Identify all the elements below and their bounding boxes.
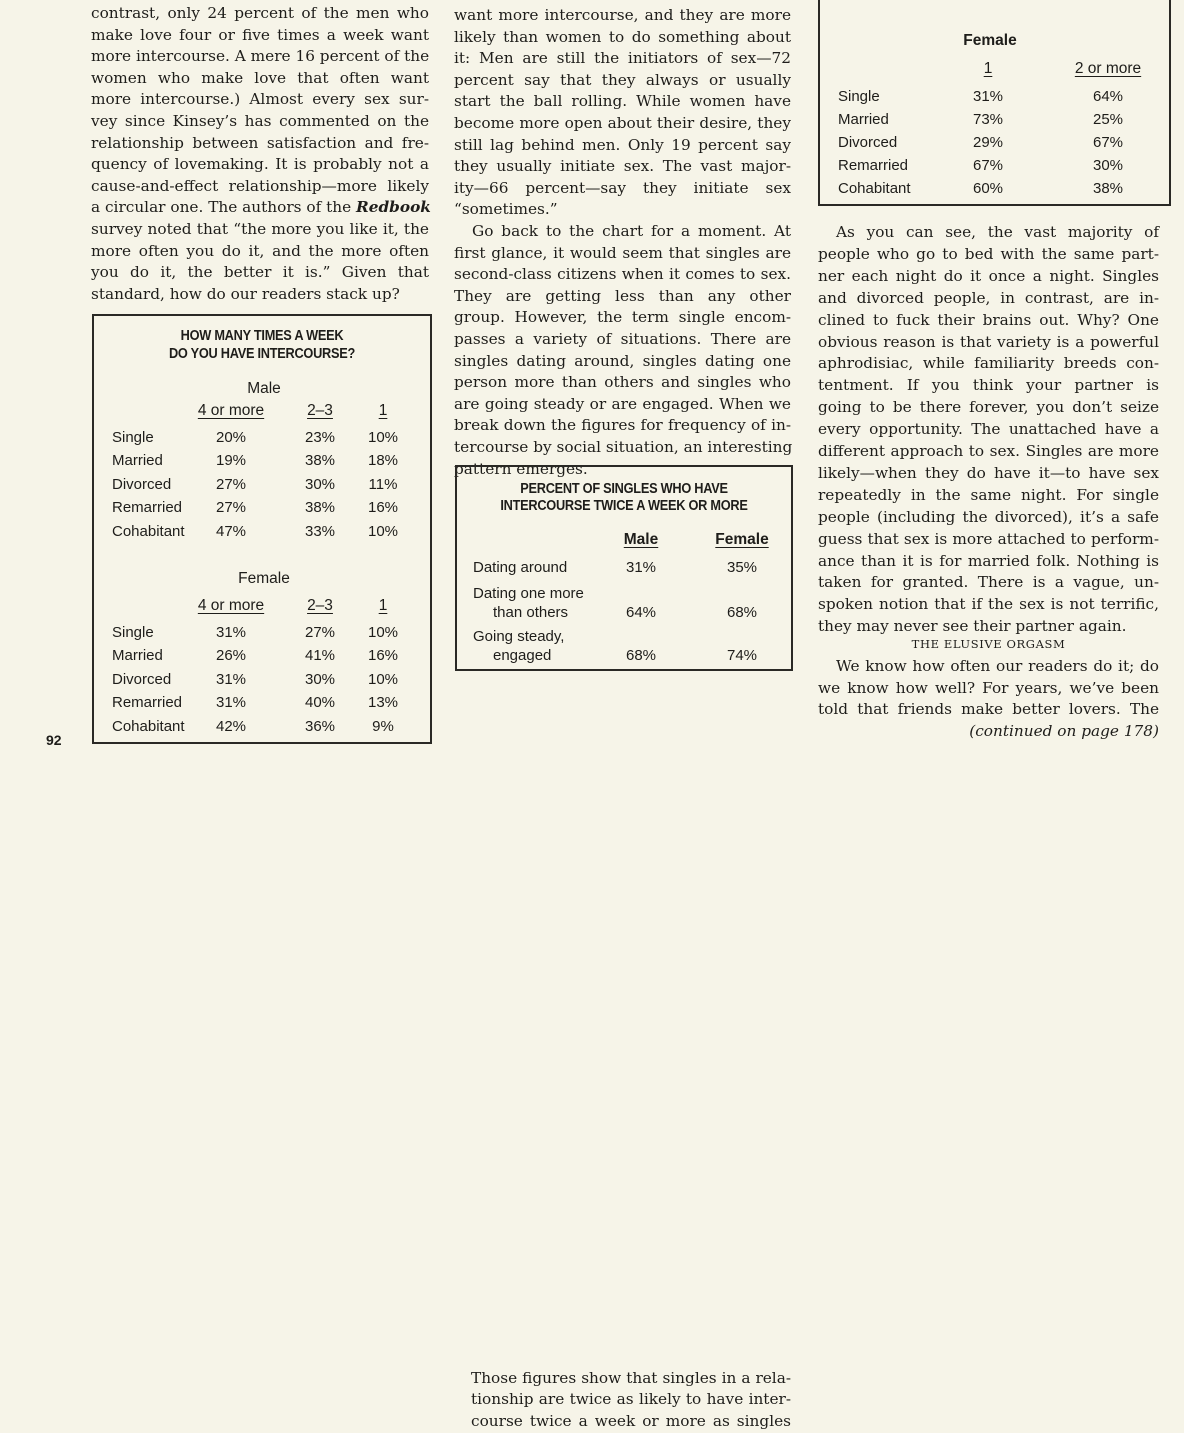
table-cell: 19% <box>215 452 247 470</box>
table-cell: 27% <box>304 624 336 641</box>
table-cell: 36% <box>304 717 336 735</box>
column-header: Female <box>715 531 769 548</box>
text-line: more often you do it, and the more often <box>91 241 429 260</box>
table-cell: 41% <box>304 647 336 665</box>
table-cell: 13% <box>367 694 399 712</box>
table-cell: 10% <box>367 670 399 688</box>
text-line: percent say that they always or usually <box>454 70 791 89</box>
page-number: 92 <box>46 732 62 748</box>
text-line: it: Men are still the initiators of sex—72 <box>454 49 791 68</box>
text-line: Those figures show that singles in a rela- <box>471 1369 791 1387</box>
table-cell: 35% <box>726 559 758 576</box>
table-cell: 16% <box>367 647 399 665</box>
text-line: and divorced people, in contrast, are in- <box>818 288 1159 307</box>
text-line: tionship are twice as likely to have inter- <box>471 1390 791 1409</box>
table2-title-line2: INTERCOURSE TWICE A WEEK OR MORE <box>500 498 748 514</box>
column-header: Male <box>623 531 659 548</box>
table-cell: 20% <box>215 429 247 446</box>
table-cell: 33% <box>304 522 336 540</box>
text-line: more intercourse. A mere 16 percent of the <box>91 47 430 66</box>
text-line: cause-and-effect relationship—more likely <box>91 176 429 195</box>
column-header: 4 or more <box>197 402 265 419</box>
row-label: Cohabitant <box>112 717 185 735</box>
text-line: likely than women to do something about <box>454 27 791 46</box>
text-line: make love four or five times a week want <box>91 25 429 44</box>
table-cell: 67% <box>1092 134 1124 151</box>
table-cell: 31% <box>972 88 1004 105</box>
text-line: singles dating around, singles dating one <box>454 351 791 370</box>
table-cell: 31% <box>215 670 247 688</box>
text-line: different approach to sex. Singles are more <box>818 442 1159 460</box>
text-line: clined to fuck their brains out. Why? One <box>818 310 1159 329</box>
table-cell: 38% <box>304 452 336 470</box>
text-line: they may never see their partner again. <box>818 617 1127 636</box>
row-label: Divorced <box>112 670 172 688</box>
table2-title-line1: PERCENT OF SINGLES WHO HAVE <box>520 481 728 497</box>
text-line: guess that sex is more attached to perform- <box>818 529 1159 548</box>
row-label-cont: engaged <box>493 647 552 664</box>
text-line: We know how often our readers do it; do <box>836 657 1159 675</box>
italic-title: Redbook <box>356 198 431 217</box>
text-line: are going steady or are engaged. When we <box>454 394 791 413</box>
text-line: still lag behind men. Only 19 percent say <box>454 135 791 154</box>
table-cell: 74% <box>726 647 758 664</box>
continued-note: (continued on page 178) <box>969 722 1159 740</box>
text-line: we know how well? For years, we’ve been <box>818 678 1159 697</box>
table-cell: 31% <box>625 559 657 576</box>
row-label-cont: than others <box>493 604 569 621</box>
text-line: quency of lovemaking. It is probably not a <box>91 155 429 174</box>
table-cell: 16% <box>367 499 399 517</box>
text-line: repeatedly in the same night. For single <box>818 485 1159 504</box>
row-label: Single <box>112 624 154 641</box>
table-cell: 25% <box>1092 111 1124 128</box>
text-line: break down the figures for frequency of in- <box>454 416 791 435</box>
row-label: Divorced <box>112 475 172 493</box>
text-line: want more intercourse, and they are more <box>454 6 791 24</box>
text-line: They are getting less than any other <box>454 286 791 305</box>
table-cell: 27% <box>215 475 247 493</box>
table-cell: 42% <box>215 717 247 735</box>
table-cell: 31% <box>215 694 247 712</box>
table-cell: 64% <box>1092 88 1124 105</box>
text-line: standard, how do our readers stack up? <box>91 284 400 303</box>
table1-title-line2: DO YOU HAVE INTERCOURSE? <box>168 346 356 362</box>
text-line: person more than others and singles who <box>454 373 791 392</box>
table-cell: 68% <box>726 604 758 621</box>
row-label: Going steady, <box>473 628 565 645</box>
table-cell: 31% <box>215 624 247 641</box>
table-cell: 10% <box>367 522 399 540</box>
text-line: people who go to bed with the same part- <box>818 244 1159 263</box>
row-label: Dating one more <box>473 585 584 602</box>
text-line: contrast, only 24 percent of the men who <box>91 4 429 22</box>
row-label: Divorced <box>838 134 898 151</box>
table-cell: 29% <box>972 134 1004 151</box>
text-line: a circular one. The authors of the Redbook <box>91 198 431 217</box>
table-cell: 60% <box>972 180 1004 197</box>
text-line: first glance, it would seem that singles are <box>454 243 791 262</box>
row-label: Single <box>112 429 154 446</box>
table-cell: 30% <box>304 475 336 493</box>
row-label: Dating around <box>473 559 568 576</box>
text-line: obvious reason is that variety is a powerful <box>818 332 1159 351</box>
table-singles-twice-a-week <box>455 465 793 671</box>
text-line: survey noted that “the more you like it, the <box>91 220 429 238</box>
table-cell: 73% <box>972 111 1004 128</box>
table-cell: 67% <box>972 157 1004 174</box>
table-times-per-night <box>818 0 1171 206</box>
table-cell: 64% <box>625 604 657 621</box>
text-line: As you can see, the vast majority of <box>836 223 1159 241</box>
text-line: more intercourse.) Almost every sex sur- <box>91 90 429 109</box>
text-line: Go back to the chart for a moment. At <box>472 222 791 240</box>
row-label: Married <box>112 647 163 665</box>
text-line: group. However, the term single encom- <box>454 308 791 327</box>
table1-male-label: Male <box>247 380 281 397</box>
row-label: Married <box>112 452 163 470</box>
table-cell: 18% <box>367 452 399 470</box>
text-line: passes a variety of situations. There are <box>454 330 791 348</box>
text-line: they usually initiate sex. The vast major- <box>454 157 791 176</box>
column-header: 1 <box>378 597 388 614</box>
table-cell: 40% <box>304 694 336 712</box>
text-line: tentment. If you think your partner is <box>818 376 1159 395</box>
row-label: Married <box>838 111 889 128</box>
text-line: you do it, the better it is.” Given that <box>91 263 429 282</box>
text-line: every opportunity. The unattached have a <box>818 420 1159 439</box>
column-header: 1 <box>378 402 388 419</box>
text-line: people (including the divorced), it’s a safe <box>818 507 1159 526</box>
table-cell: 11% <box>368 475 398 493</box>
column-header: 4 or more <box>197 597 265 614</box>
table-cell: 68% <box>625 647 657 664</box>
text-line: “sometimes.” <box>454 200 558 219</box>
table-cell: 38% <box>1092 180 1124 197</box>
text-line: ance than it is for married folk. Nothing is <box>818 551 1159 570</box>
table-cell: 23% <box>304 429 336 446</box>
text-line: course twice a week or more as singles <box>471 1411 791 1430</box>
column-header: 2–3 <box>307 597 333 614</box>
row-label: Cohabitant <box>838 180 911 197</box>
table-cell: 9% <box>372 717 394 735</box>
text-line: second-class citizens when it comes to sex. <box>454 265 791 284</box>
text-line: told that friends make better lovers. The <box>818 700 1159 719</box>
column-header: 2–3 <box>307 402 333 419</box>
text-line: going to be there forever, you don’t seize <box>818 398 1159 417</box>
row-label: Single <box>838 88 880 105</box>
text-line: tercourse by social situation, an interesting <box>454 438 793 456</box>
text-line: start the ball rolling. While women have <box>454 92 791 111</box>
column-header: 1 <box>983 60 993 77</box>
row-label: Remarried <box>838 157 909 174</box>
text-line: become more open about their desire, they <box>454 114 791 132</box>
text-line: relationship between satisfaction and fre- <box>91 133 429 152</box>
row-label: Cohabitant <box>112 522 185 540</box>
text-line: aphrodisiac, while familiarity breeds con- <box>818 354 1159 373</box>
table-cell: 30% <box>304 670 336 688</box>
table-cell: 10% <box>367 624 399 641</box>
table-cell: 38% <box>304 499 336 517</box>
text-line: women who make love that often want <box>91 68 429 87</box>
row-label: Remarried <box>112 499 183 517</box>
table-cell: 10% <box>367 429 399 446</box>
table-cell: 30% <box>1092 157 1124 174</box>
row-label: Remarried <box>112 694 183 712</box>
table-cell: 47% <box>215 522 247 540</box>
table1-female-label: Female <box>238 570 290 587</box>
text-line: vey since Kinsey’s has commented on the <box>91 112 429 130</box>
text-line: spoken notion that if the sex is not terrific, <box>818 595 1159 614</box>
table1-title-line1: HOW MANY TIMES A WEEK <box>180 328 344 344</box>
column-header: 2 or more <box>1074 60 1142 77</box>
table-intercourse-per-week <box>92 314 432 744</box>
table-cell: 26% <box>215 647 247 665</box>
section-subhead: THE ELUSIVE ORGASM <box>911 637 1066 651</box>
text-line: taken for granted. There is a vague, un- <box>818 573 1159 592</box>
table-cell: 27% <box>215 499 247 517</box>
table3-female-label: Female <box>963 32 1017 49</box>
text-line: ner each night do it once a night. Singles <box>818 266 1159 285</box>
text-line: pattern emerges. <box>454 459 588 478</box>
text-line: ity—66 percent—say they initiate sex <box>454 178 791 197</box>
text-line: likely—when they do have it—to have sex <box>818 463 1159 482</box>
